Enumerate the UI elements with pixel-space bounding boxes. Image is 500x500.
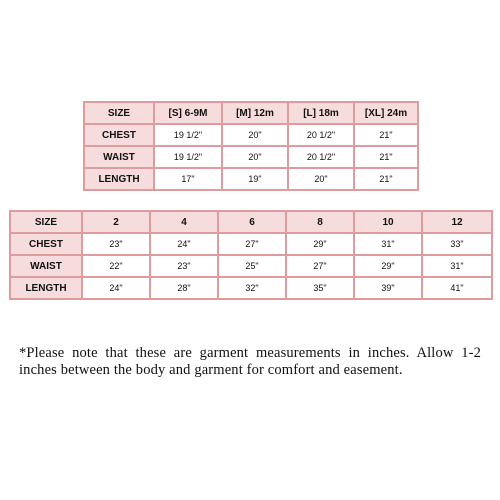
table-cell: 29" — [355, 256, 421, 276]
size-chart-kids — [9, 210, 493, 300]
column-header: [L] 18m — [289, 103, 353, 123]
table-cell: 21" — [355, 147, 417, 167]
row-label: WAIST — [85, 147, 153, 167]
table-cell: 27" — [287, 256, 353, 276]
header-row — [85, 103, 417, 123]
header-row — [11, 212, 491, 232]
table-cell: 19" — [223, 169, 287, 189]
table-cell: 25" — [219, 256, 285, 276]
table-cell: 24" — [83, 278, 149, 298]
table-cell: 22" — [83, 256, 149, 276]
table-cell: 19 1/2" — [155, 147, 221, 167]
table-cell: 33" — [423, 234, 491, 254]
row-label: WAIST — [11, 256, 81, 276]
table-cell: 23" — [151, 256, 217, 276]
column-header: SIZE — [11, 212, 81, 232]
table-cell: 23" — [83, 234, 149, 254]
table-row — [11, 256, 491, 276]
column-header: 6 — [219, 212, 285, 232]
table-cell: 19 1/2" — [155, 125, 221, 145]
table-cell: 20" — [223, 147, 287, 167]
table-cell: 35" — [287, 278, 353, 298]
row-label: LENGTH — [11, 278, 81, 298]
column-header: [XL] 24m — [355, 103, 417, 123]
table-cell: 20" — [289, 169, 353, 189]
table-cell: 32" — [219, 278, 285, 298]
table-cell: 31" — [355, 234, 421, 254]
table-cell: 29" — [287, 234, 353, 254]
table-cell: 31" — [423, 256, 491, 276]
table-cell: 28" — [151, 278, 217, 298]
table-cell: 24" — [151, 234, 217, 254]
table-cell: 27" — [219, 234, 285, 254]
table-row — [85, 125, 417, 145]
column-header: 12 — [423, 212, 491, 232]
column-header: 2 — [83, 212, 149, 232]
table-cell: 17" — [155, 169, 221, 189]
table-cell: 20" — [223, 125, 287, 145]
table-cell: 20 1/2" — [289, 125, 353, 145]
table-cell: 41" — [423, 278, 491, 298]
column-header: SIZE — [85, 103, 153, 123]
table-cell: 20 1/2" — [289, 147, 353, 167]
table-cell: 21" — [355, 125, 417, 145]
column-header: [M] 12m — [223, 103, 287, 123]
table-row — [11, 234, 491, 254]
measurement-note: *Please note that these are garment measurements in inches. Allow 1-2 inches between the body and garment for comfort and easement. — [19, 345, 481, 378]
table-row — [11, 278, 491, 298]
row-label: CHEST — [11, 234, 81, 254]
table-cell: 39" — [355, 278, 421, 298]
size-chart-baby — [83, 101, 419, 191]
column-header: 4 — [151, 212, 217, 232]
row-label: LENGTH — [85, 169, 153, 189]
column-header: 8 — [287, 212, 353, 232]
table-row — [85, 169, 417, 189]
column-header: 10 — [355, 212, 421, 232]
row-label: CHEST — [85, 125, 153, 145]
table-cell: 21" — [355, 169, 417, 189]
table-row — [85, 147, 417, 167]
column-header: [S] 6-9M — [155, 103, 221, 123]
